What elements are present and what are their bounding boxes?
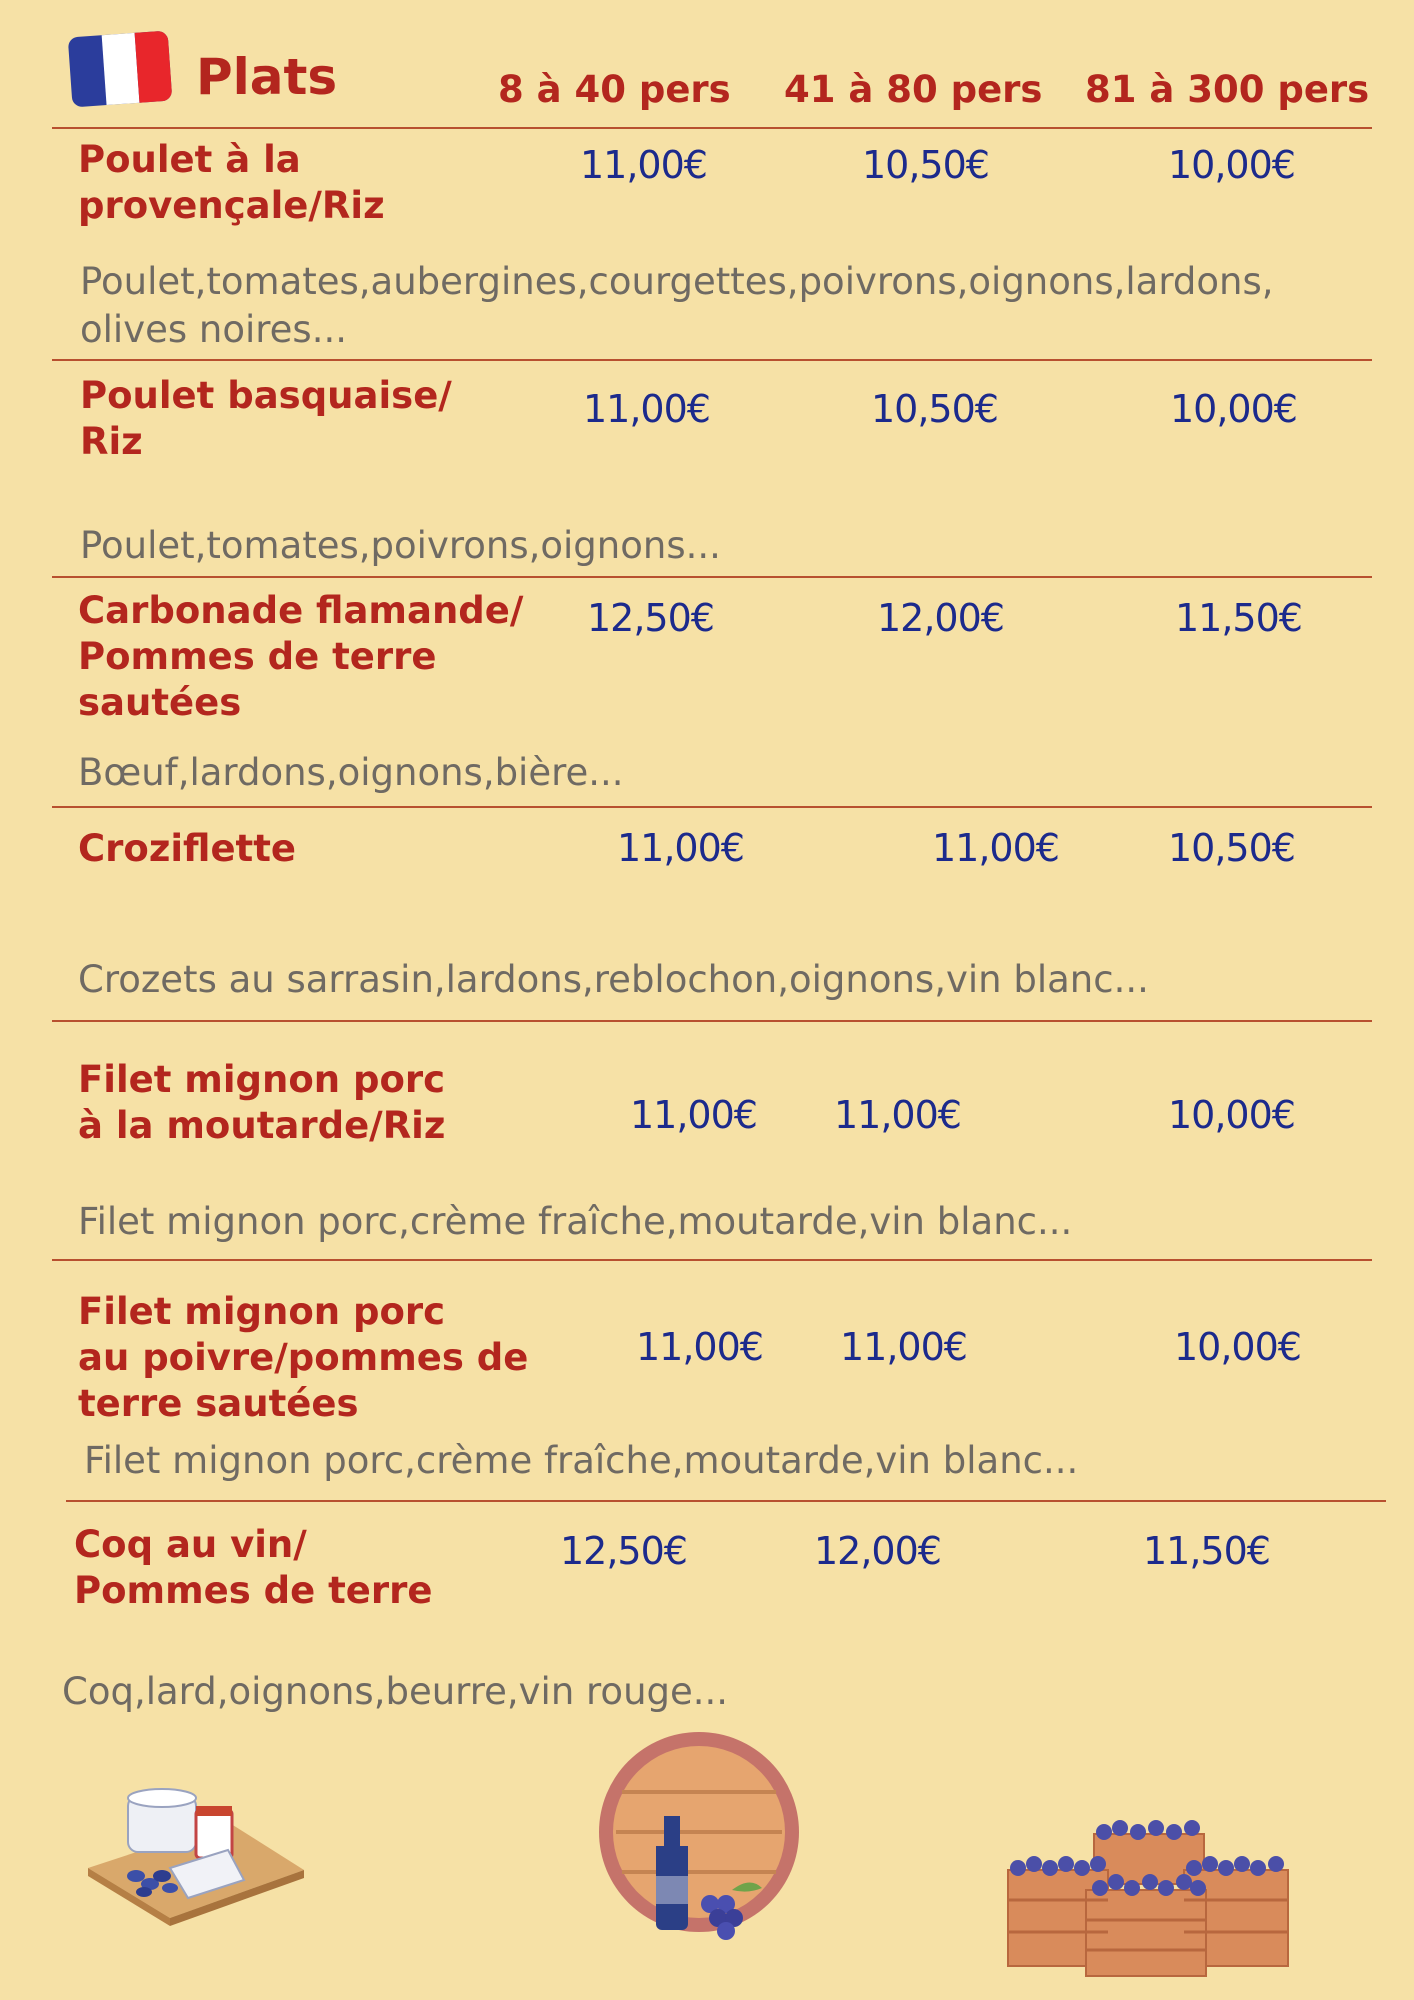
dish-name: Carbonade flamande/ Pommes de terre sautées: [78, 589, 524, 724]
dish-name: Croziflette: [78, 827, 297, 870]
price-41-80: 12,00€: [814, 1529, 941, 1573]
price-41-80: 12,00€: [877, 596, 1004, 640]
dish-description: Bœuf,lardons,oignons,bière...: [78, 751, 624, 794]
dish-description: Poulet,tomates,aubergines,courgettes,poivrons,oignons,lardons, olives noires...: [80, 260, 1274, 351]
price-8-40: 12,50€: [587, 596, 714, 640]
price-8-40: 11,00€: [580, 143, 707, 187]
france-flag-icon: [66, 28, 174, 108]
price-81-300: 11,50€: [1175, 596, 1302, 640]
dish-description: Coq,lard,oignons,beurre,vin rouge...: [62, 1670, 729, 1713]
grape-crates-icon: [1004, 1820, 1294, 1980]
dish-name: Poulet à la provençale/Riz: [78, 138, 385, 227]
divider: [52, 806, 1372, 808]
divider: [52, 1259, 1372, 1261]
price-81-300: 10,00€: [1168, 143, 1295, 187]
dish-description: Filet mignon porc,crème fraîche,moutarde,vin blanc...: [78, 1200, 1073, 1243]
price-41-80: 11,00€: [840, 1325, 967, 1369]
price-8-40: 11,00€: [630, 1093, 757, 1137]
divider: [52, 127, 1372, 129]
price-81-300: 10,00€: [1174, 1325, 1301, 1369]
cheese-board-icon: [78, 1780, 308, 1930]
divider: [52, 576, 1372, 578]
divider: [66, 1500, 1386, 1502]
price-41-80: 11,00€: [932, 826, 1059, 870]
dish-name: Coq au vin/ Pommes de terre: [74, 1523, 433, 1612]
price-41-80: 10,50€: [862, 143, 989, 187]
price-41-80: 11,00€: [834, 1093, 961, 1137]
column-header-81-300: 81 à 300 pers: [1085, 68, 1370, 111]
price-8-40: 11,00€: [583, 387, 710, 431]
divider: [52, 1020, 1372, 1022]
price-81-300: 11,50€: [1143, 1529, 1270, 1573]
wine-barrel-icon: [596, 1730, 806, 1945]
price-81-300: 10,00€: [1170, 387, 1297, 431]
price-8-40: 11,00€: [636, 1325, 763, 1369]
dish-description: Poulet,tomates,poivrons,oignons...: [80, 524, 721, 567]
price-8-40: 12,50€: [560, 1529, 687, 1573]
dish-name: Filet mignon porc au poivre/pommes de terre sautées: [78, 1290, 529, 1425]
page-title: Plats: [196, 48, 338, 106]
dish-name: Poulet basquaise/ Riz: [80, 374, 452, 463]
price-41-80: 10,50€: [871, 387, 998, 431]
dish-description: Filet mignon porc,crème fraîche,moutarde,vin blanc...: [84, 1439, 1079, 1482]
dish-description: Crozets au sarrasin,lardons,reblochon,oignons,vin blanc...: [78, 958, 1149, 1001]
column-header-8-40: 8 à 40 pers: [498, 68, 731, 111]
column-header-41-80: 41 à 80 pers: [784, 68, 1043, 111]
price-81-300: 10,00€: [1168, 1093, 1295, 1137]
price-8-40: 11,00€: [617, 826, 744, 870]
price-81-300: 10,50€: [1168, 826, 1295, 870]
divider: [52, 359, 1372, 361]
dish-name: Filet mignon porc à la moutarde/Riz: [78, 1058, 446, 1147]
